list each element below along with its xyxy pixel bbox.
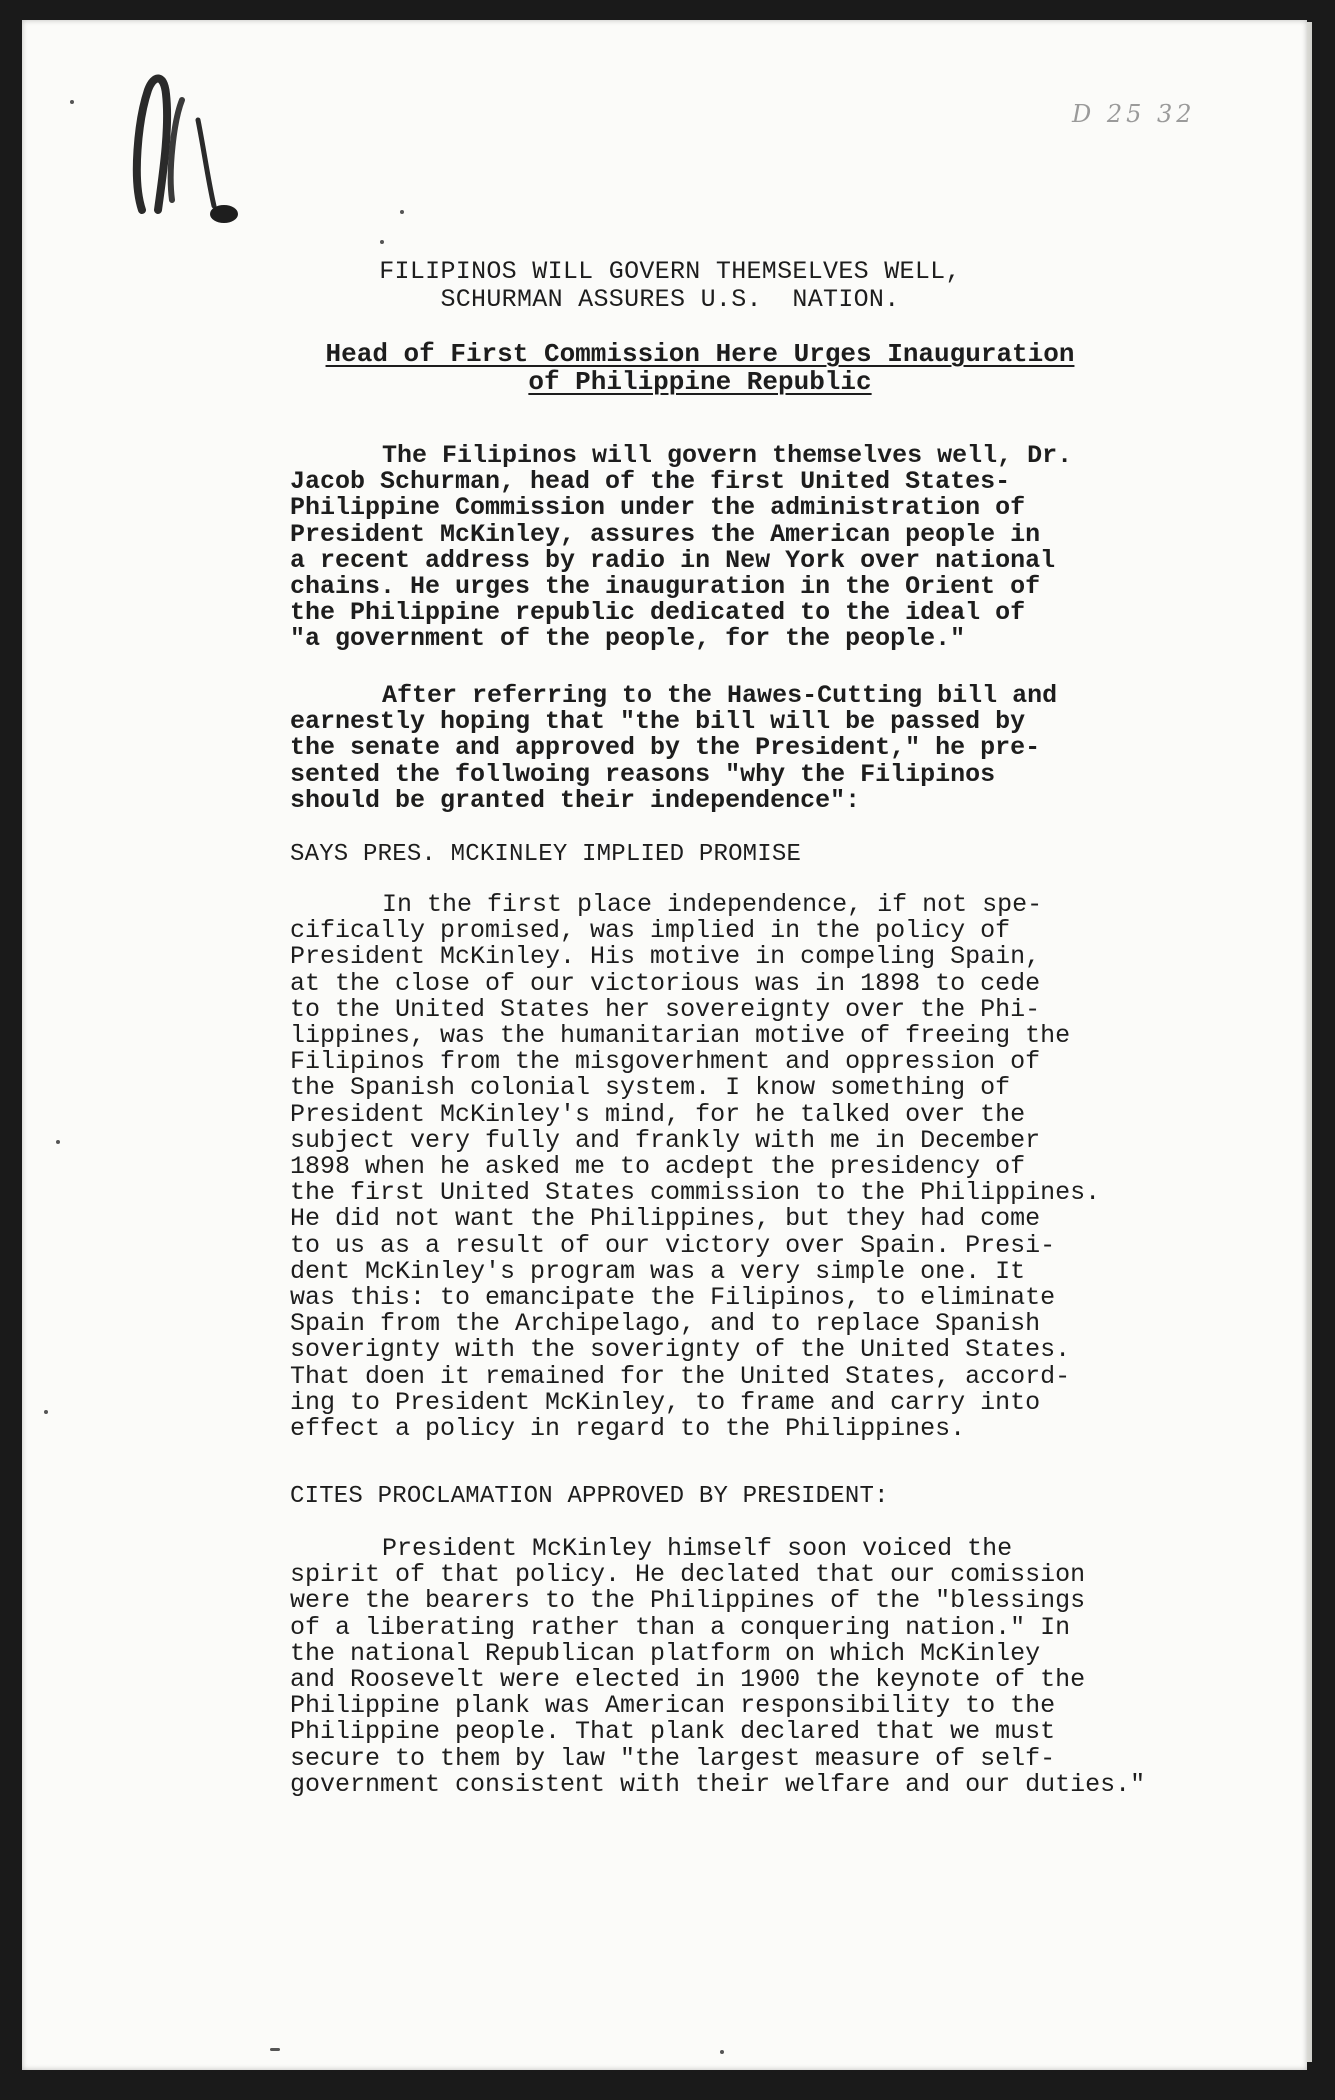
headline xyxy=(290,258,1050,314)
paragraph-2 xyxy=(290,683,1170,814)
paragraph-1 xyxy=(290,443,1170,653)
handwritten-file-note: D 25 32 xyxy=(1072,100,1196,128)
paper-clip-mark xyxy=(128,60,238,230)
paragraph-2-text: After referring to the Hawes-Cutting bill and earnestly hoping that "the bill will be passed by the senate and approved by the President," he pre- sented the follwoing reasons "why the Filipinos should be granted their independence": xyxy=(290,681,1058,815)
subheadline-line-2: of Philippine Republic xyxy=(528,367,872,397)
paragraph-4-text: President McKinley himself soon voiced the spirit of that policy. He declated that our comission were the bearers to the Philippines of the "blessings of a liberating rather than a conquering nation." In the national Republican platform on which McKinley and Roosevelt were elected in 1900 the keynote of the Philippine plank was American responsibility to the Philippine people. That plank declared that we must secure to them by law "the largest measure of self- government consistent with their welfare and our duties." xyxy=(290,1534,1146,1799)
paragraph-3-text: In the first place independence, if not spe- cifically promised, was implied in the policy of President McKinley. His motive in compeling Spain, at the close of our victorious was in 1898 to cede to the United States her sovereignty over the Phi- lippines, was the humanitarian motive of freeing the Filipinos from the misgoverhment and oppression of the Spanish colonial system. I know something of President McKinley's mind, for he talked over the subject very fully and frankly with me in December 1898 when he asked me to acdept the presidency of the first United States commission to the Philippines. He did not want the Philippines, but they had come to us as a result of our victory over Spain. Presi- dent McKinley's program was a very simple one. It was this: to emancipate the Filipinos, to eliminate Spain from the Archipelago, and to replace Spanish soverignty with the soverignty of the United States. That doen it remained for the United States, accord- ing to President McKinley, to frame and carry into effect a policy in regard to the Philippines. xyxy=(290,890,1101,1444)
headline-line-1: FILIPINOS WILL GOVERN THEMSELVES WELL, xyxy=(379,257,961,286)
section-heading-mckinley-promise: SAYS PRES. MCKINLEY IMPLIED PROMISE xyxy=(290,841,802,868)
paragraph-4 xyxy=(290,1536,1170,1798)
paragraph-3 xyxy=(290,892,1170,1442)
paragraph-1-text: The Filipinos will govern themselves well, Dr. Jacob Schurman, head of the first United States- Philippine Commission under the administration of President McKinley, assures the American people in a recent address by radio in New York over national chains. He urges the inauguration in the Orient of the Philippine republic dedicated to the ideal of "a government of the people, for the people." xyxy=(290,441,1073,654)
headline-line-2: SCHURMAN ASSURES U.S. NATION. xyxy=(440,285,900,314)
section-heading-proclamation: CITES PROCLAMATION APPROVED BY PRESIDENT: xyxy=(290,1483,889,1510)
subheadline-line-1: Head of First Commission Here Urges Inauguration xyxy=(325,339,1075,369)
subheadline xyxy=(300,340,1100,396)
